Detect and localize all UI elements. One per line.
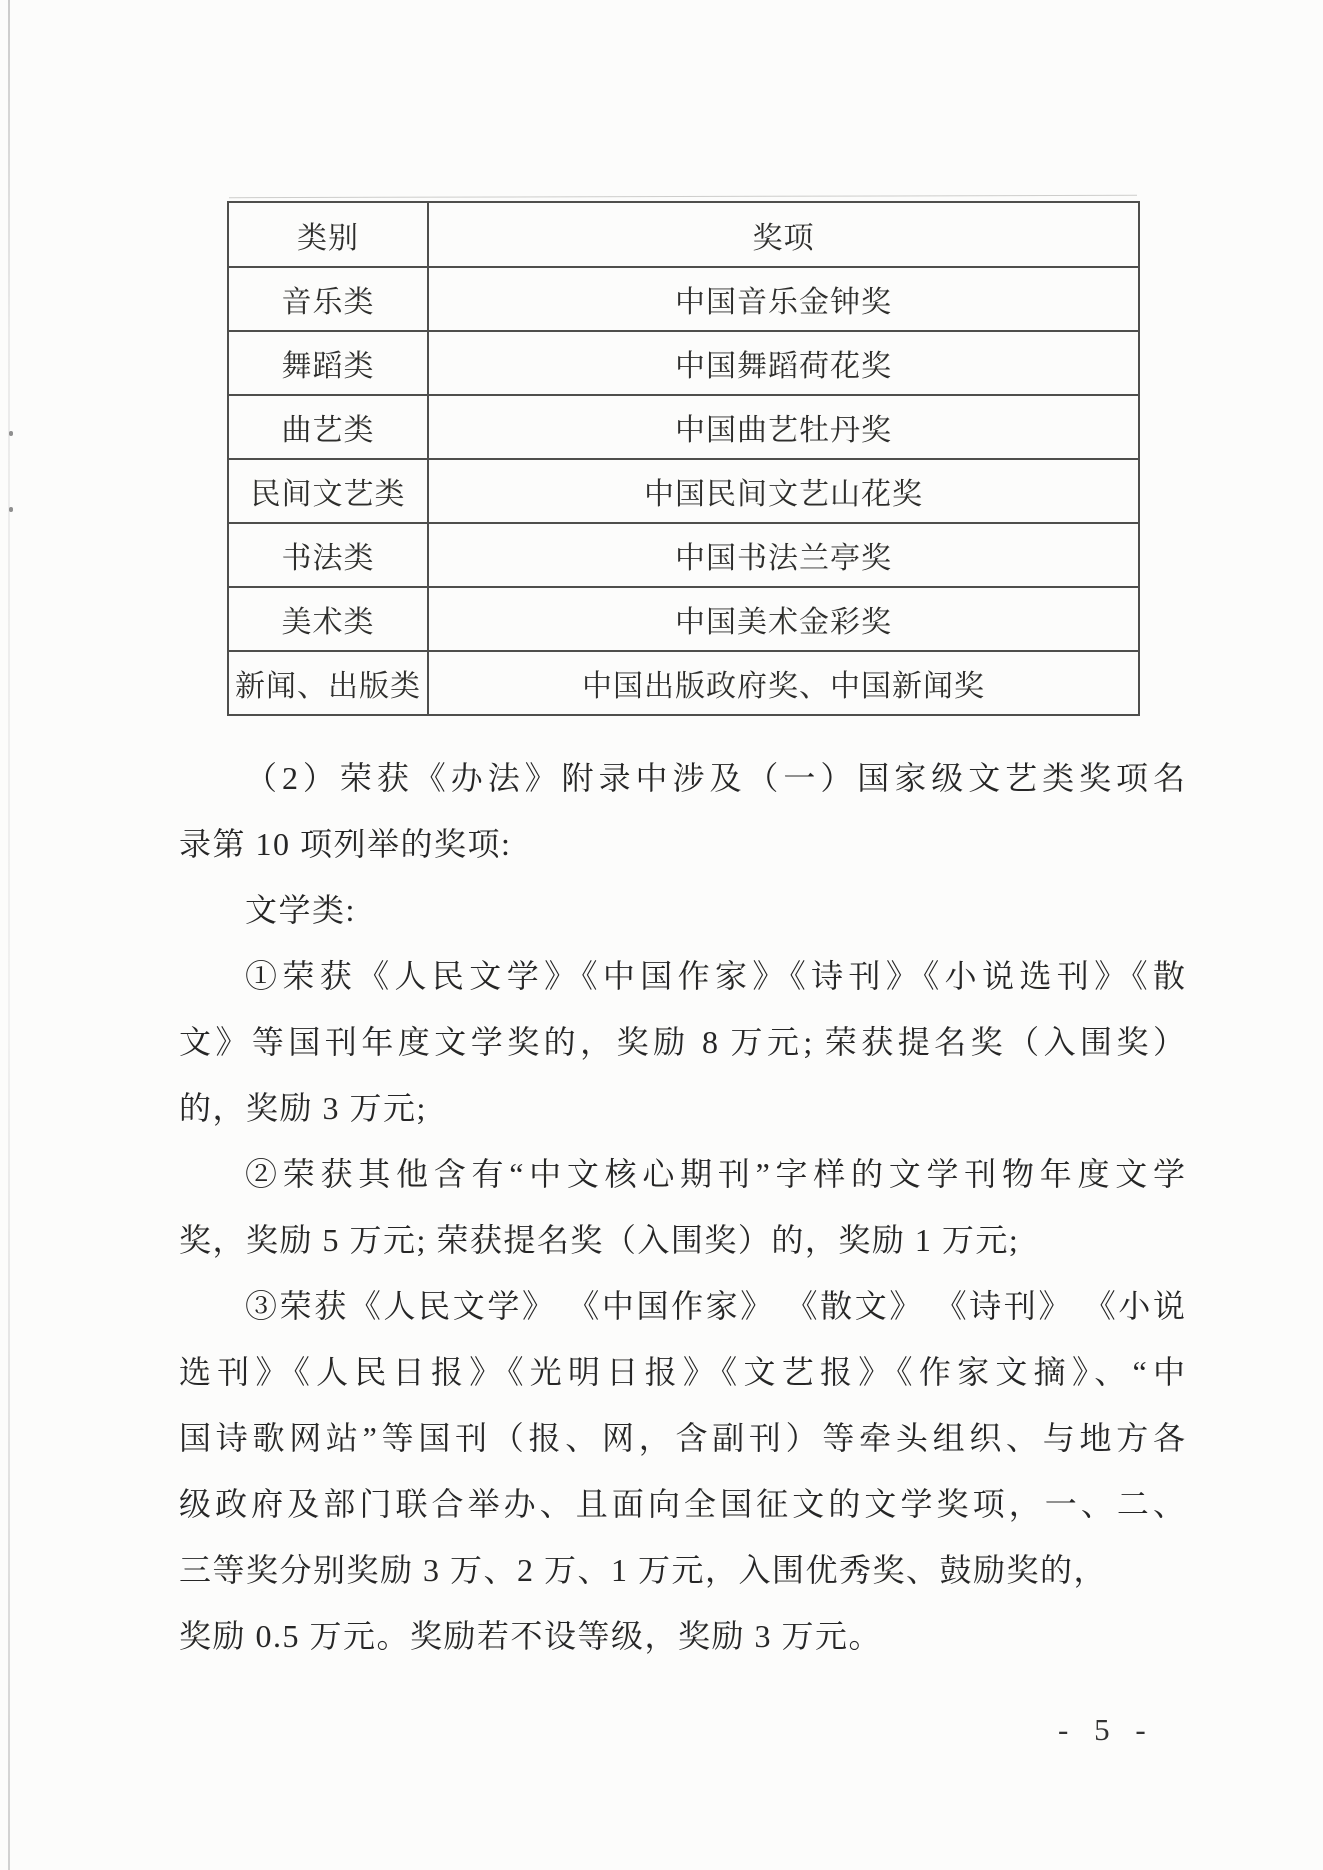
category-cell: 新闻、出版类 — [228, 651, 428, 715]
text-line: 国诗歌网站”等国刊（报、网，含副刊）等牵头组织、与地方各 — [179, 1420, 1185, 1456]
table-row — [228, 459, 1139, 523]
scan-ghost-line — [229, 195, 1137, 198]
award-table-head — [228, 202, 1139, 267]
table-row — [228, 395, 1139, 459]
text-line: 录第 10 项列举的奖项: — [179, 826, 512, 862]
award-cell: 中国舞蹈荷花奖 — [428, 331, 1139, 395]
text-line: 的，奖励 3 万元; — [179, 1090, 427, 1126]
text-line: ③荣获《人民文学》 《中国作家》 《散文》 《诗刊》 《小说 — [245, 1288, 1185, 1324]
category-cell: 民间文艺类 — [228, 459, 428, 523]
scan-dot-artifact — [9, 507, 13, 512]
table-row — [228, 587, 1139, 651]
table-row — [228, 651, 1139, 715]
table-row — [228, 331, 1139, 395]
award-cell: 中国民间文艺山花奖 — [428, 459, 1139, 523]
category-cell: 书法类 — [228, 523, 428, 587]
category-header-cell: 类别 — [228, 202, 428, 267]
text-line: 文学类: — [245, 892, 356, 928]
award-cell: 中国曲艺牡丹奖 — [428, 395, 1139, 459]
text-line: （2）荣获《办法》附录中涉及（一）国家级文艺类奖项名 — [245, 760, 1185, 796]
category-cell: 舞蹈类 — [228, 331, 428, 395]
award-cell: 中国出版政府奖、中国新闻奖 — [428, 651, 1139, 715]
table-row — [228, 267, 1139, 331]
text-line: 文》等国刊年度文学奖的，奖励 8 万元; 荣获提名奖（入围奖） — [179, 1024, 1185, 1060]
award-header-cell: 奖项 — [428, 202, 1139, 267]
award-cell: 中国美术金彩奖 — [428, 587, 1139, 651]
text-line: 奖励 0.5 万元。奖励若不设等级，奖励 3 万元。 — [179, 1618, 883, 1654]
table-header-row — [228, 202, 1139, 267]
text-line: 奖，奖励 5 万元; 荣获提名奖（入围奖）的，奖励 1 万元; — [179, 1222, 1020, 1258]
category-cell: 曲艺类 — [228, 395, 428, 459]
award-cell: 中国音乐金钟奖 — [428, 267, 1139, 331]
scan-dot-artifact — [9, 431, 13, 436]
text-line: ①荣获《人民文学》《中国作家》《诗刊》《小说选刊》《散 — [245, 958, 1185, 994]
text-line: 级政府及部门联合举办、且面向全国征文的文学奖项，一、二、 — [179, 1486, 1185, 1522]
award-table — [227, 201, 1140, 716]
scan-edge-artifact — [8, 0, 10, 1870]
text-line: ②荣获其他含有“中文核心期刊”字样的文学刊物年度文学 — [245, 1156, 1185, 1192]
award-cell: 中国书法兰亭奖 — [428, 523, 1139, 587]
table-row — [228, 523, 1139, 587]
page-number: - 5 - — [1058, 1712, 1155, 1747]
text-line: 三等奖分别奖励 3 万、2 万、1 万元，入围优秀奖、鼓励奖的， — [179, 1552, 1108, 1588]
category-cell: 音乐类 — [228, 267, 428, 331]
body-text — [179, 745, 1185, 1669]
category-cell: 美术类 — [228, 587, 428, 651]
award-table-body — [228, 267, 1139, 715]
text-line: 选刊》《人民日报》《光明日报》《文艺报》《作家文摘》、“中 — [179, 1354, 1185, 1390]
